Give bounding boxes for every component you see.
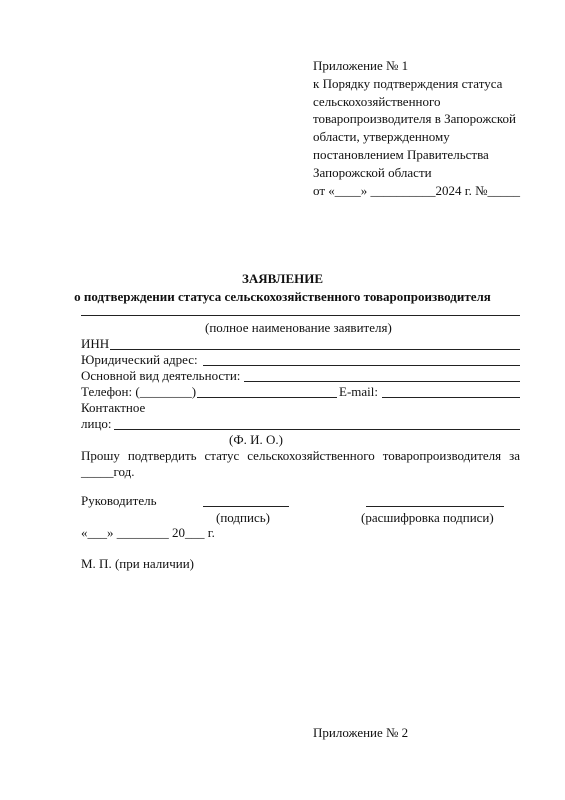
document-title: ЗАЯВЛЕНИЕ	[241, 271, 324, 286]
signature-field[interactable]	[203, 506, 289, 507]
applicant-name-field[interactable]	[81, 315, 520, 316]
address-field[interactable]	[203, 365, 520, 366]
inn-label: ИНН	[81, 336, 110, 351]
appendix-line: сельскохозяйственного	[313, 93, 441, 109]
applicant-name-hint: (полное наименование заявителя)	[205, 320, 392, 335]
appendix-line: Запорожской области	[313, 164, 432, 180]
fio-hint: (Ф. И. О.)	[229, 432, 283, 447]
signature-decode-hint: (расшифровка подписи)	[361, 510, 494, 525]
inn-field[interactable]	[110, 349, 520, 350]
phone-field[interactable]	[197, 397, 337, 398]
appendix-line: Приложение № 1	[313, 58, 409, 73]
appendix-2-label: Приложение № 2	[313, 725, 409, 740]
head-label: Руководитель	[81, 493, 157, 508]
signature-decode-field[interactable]	[366, 506, 504, 507]
appendix-line: к Порядку подтверждения статуса	[313, 75, 503, 91]
activity-field[interactable]	[244, 381, 520, 382]
phone-label: Телефон: (________)	[81, 384, 197, 399]
contact-field[interactable]	[114, 429, 520, 430]
year-field[interactable]: _____год.	[81, 464, 135, 479]
appendix-line: области, утвержденному	[313, 129, 450, 145]
signature-hint: (подпись)	[216, 510, 270, 525]
contact-label-line2: лицо:	[81, 416, 112, 431]
request-text: Прошу подтвердить статус сельскохозяйственного товаропроизводителя за	[81, 448, 520, 463]
stamp-label: М. П. (при наличии)	[81, 556, 195, 571]
email-label: E-mail:	[339, 384, 378, 399]
date-field[interactable]: «___» ________ 20___ г.	[81, 525, 215, 540]
address-label: Юридический адрес:	[81, 352, 198, 367]
contact-label-line1: Контактное	[81, 400, 146, 415]
appendix-line: постановлением Правительства	[313, 146, 489, 162]
document-subtitle: о подтверждении статуса сельскохозяйственного товаропроизводителя	[74, 289, 491, 304]
email-field[interactable]	[382, 397, 520, 398]
activity-label: Основной вид деятельности:	[81, 368, 241, 383]
appendix-line: от «____» __________2024 г. №_____	[313, 182, 521, 198]
appendix-1-header	[313, 57, 553, 199]
appendix-line: товаропроизводителя в Запорожской	[313, 111, 516, 127]
